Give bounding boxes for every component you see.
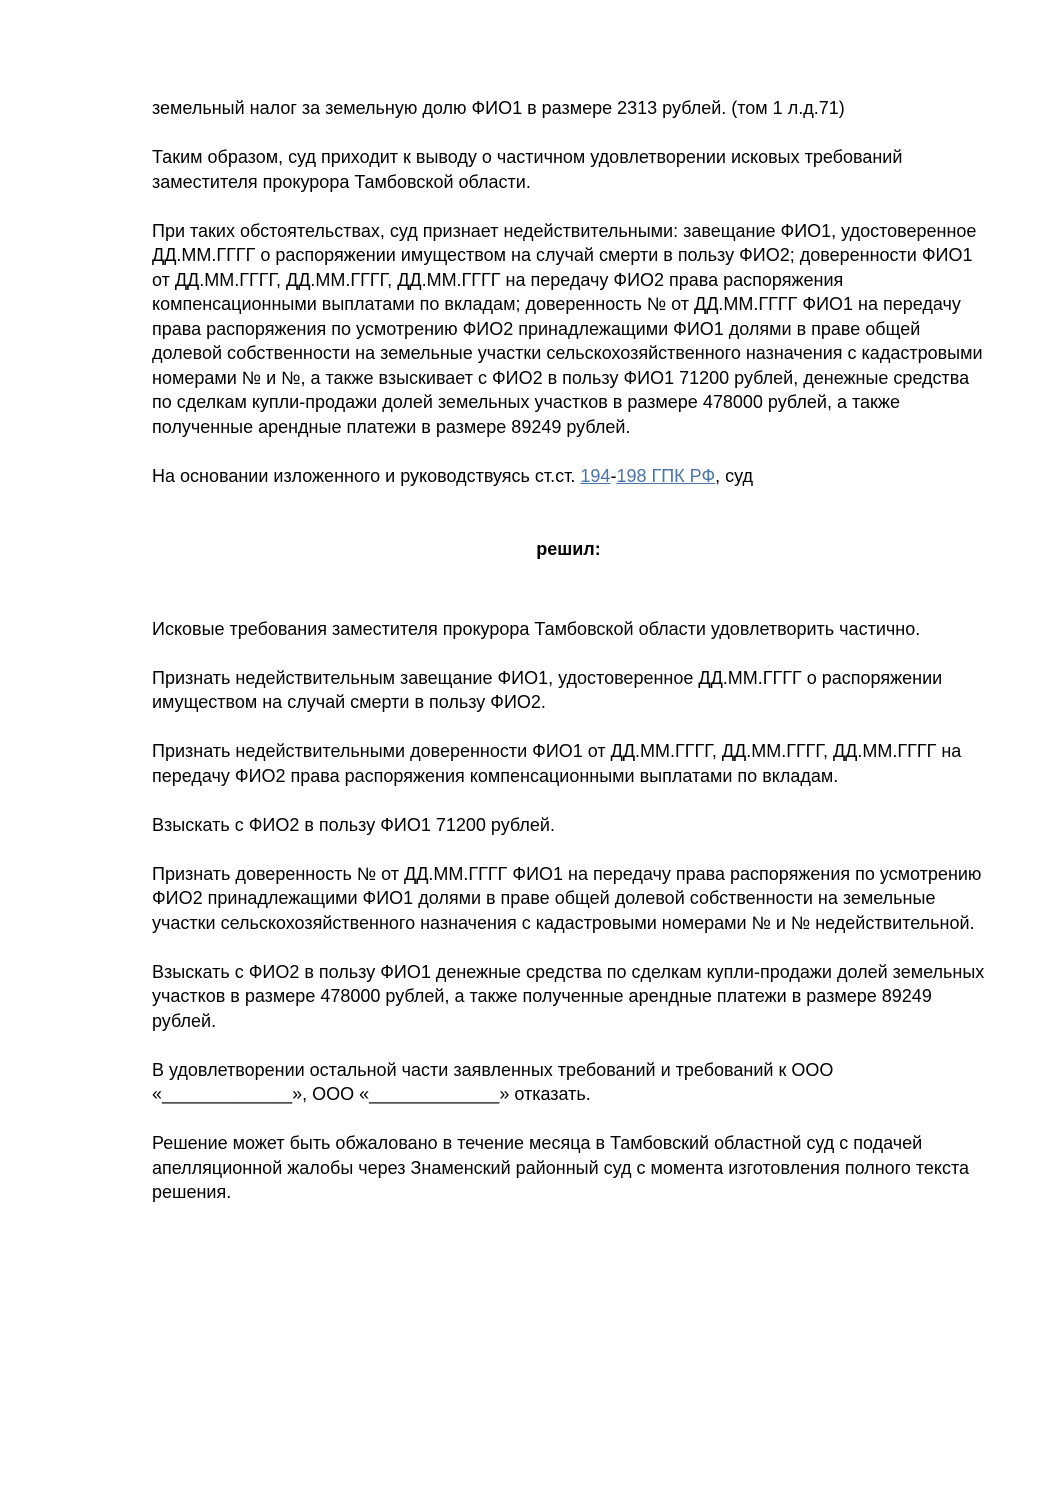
ruling-paragraph-recover-sale-and-rent-money: Взыскать с ФИО2 в пользу ФИО1 денежные средства по сделкам купли-продажи долей земельных участков в размере 478000 рублей, а также полученные арендные платежи в размере 89249 рублей. (152, 961, 985, 1031)
paragraph-land-tax: земельный налог за земельную долю ФИО1 в размере 2313 рублей. (том 1 л.д.71) (152, 98, 845, 118)
legal-basis-separator: - (610, 465, 617, 486)
paragraph-court-conclusion: Таким образом, суд приходит к выводу о частичном удовлетворении исковых требований заместителя прокурора Тамбовской области. (152, 147, 903, 192)
ruling-paragraph-appeal-terms: Решение может быть обжаловано в течение месяца в Тамбовский областной суд с подачей апелляционной жалобы через Знаменский районный суд с момента изготовления полного текста решения. (152, 1133, 970, 1202)
link-article-198-gpk-rf[interactable]: 198 ГПК РФ (616, 465, 716, 486)
ruling-paragraph-will-invalidated: Признать недействительным завещание ФИО1, удостоверенное ДД.ММ.ГГГГ о распоряжении имуществом на случай смерти в пользу ФИО2. (152, 667, 943, 712)
ruling-paragraph-remaining-claims-denied: В удовлетворении остальной части заявленных требований и требований к ООО «_____________», ООО «_____________» отказать. (152, 1059, 834, 1104)
ruling-heading: решил: (536, 539, 601, 559)
ruling-paragraph-claims-partially-satisfied: Исковые требования заместителя прокурора Тамбовской области удовлетворить частично. (152, 618, 921, 639)
paragraph-invalidation-summary: При таких обстоятельствах, суд признает недействительными: завещание ФИО1, удостоверенное ДД.ММ.ГГГГ о распоряжении имуществом на случай смерти в пользу ФИО2; доверенности ФИО1 от ДД.ММ.ГГГГ, ДД.ММ.ГГГГ, ДД.ММ.ГГГГ на передачу ФИО2 права распоряжения компенсационными выплатами по вкладам; доверенность № от ДД.ММ.ГГГГ ФИО1 на передачу права распоряжения по усмотрению ФИО2 принадлежащими ФИО1 долями в праве общей долевой собственности на земельные участки сельскохозяйственного назначения с кадастровыми номерами № и №, а также взыскивает с ФИО2 в пользу ФИО1 71200 рублей, денежные средства по сделкам купли-продажи долей земельных участков в размере 478000 рублей, а также полученные арендные платежи в размере 89249 рублей. (152, 220, 983, 437)
paragraph-legal-basis (152, 464, 985, 489)
link-article-194[interactable]: 194 (580, 465, 611, 486)
legal-basis-prefix: На основании изложенного и руководствуясь ст.ст. (152, 465, 581, 486)
ruling-paragraph-powers-of-attorney-invalidated: Признать недействительными доверенности ФИО1 от ДД.ММ.ГГГГ, ДД.ММ.ГГГГ, ДД.ММ.ГГГГ на передачу ФИО2 права распоряжения компенсационными выплатами по вкладам. (152, 741, 962, 786)
legal-basis-suffix: , суд (715, 465, 754, 486)
ruling-paragraph-recover-71200: Взыскать с ФИО2 в пользу ФИО1 71200 рублей. (152, 814, 555, 835)
ruling-paragraph-land-power-of-attorney-invalidated: Признать доверенность № от ДД.ММ.ГГГГ ФИО1 на передачу права распоряжения по усмотрению ФИО2 принадлежащими ФИО1 долями в праве общей долевой собственности на земельные участки сельскохозяйственного назначения с кадастровыми номерами № и № недействительной. (152, 863, 982, 933)
